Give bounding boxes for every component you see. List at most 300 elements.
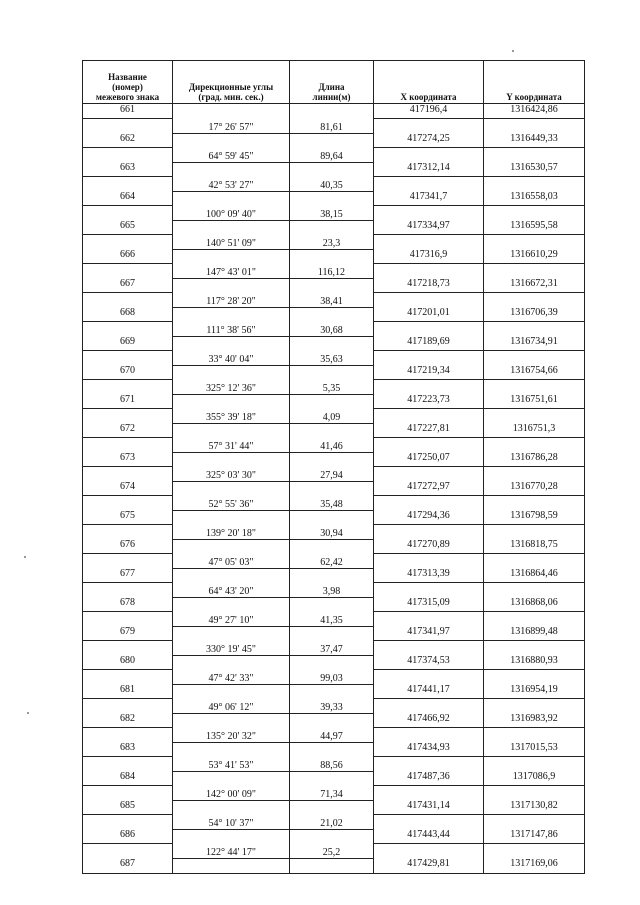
marker-name-cell: 666 <box>83 249 173 264</box>
empty-cell <box>83 148 173 163</box>
empty-cell <box>374 467 484 482</box>
empty-cell <box>83 554 173 569</box>
empty-cell <box>83 815 173 830</box>
line-length-cell: 4,09 <box>290 409 374 424</box>
marker-name-cell: 682 <box>83 713 173 728</box>
x-coordinate-cell: 417274,25 <box>374 133 484 148</box>
table-row <box>83 815 585 830</box>
marker-name-cell: 683 <box>83 742 173 757</box>
marker-name-cell: 686 <box>83 829 173 844</box>
empty-cell <box>83 293 173 308</box>
marker-name-cell: 669 <box>83 336 173 351</box>
x-coordinate-cell: 417466,92 <box>374 713 484 728</box>
empty-cell <box>374 786 484 801</box>
y-coordinate-cell: 1316786,28 <box>484 452 585 467</box>
empty-cell <box>290 191 374 206</box>
empty-cell <box>484 351 585 366</box>
table-row <box>83 452 585 467</box>
empty-cell <box>83 641 173 656</box>
y-coordinate-cell: 1316818,75 <box>484 539 585 554</box>
empty-cell <box>374 815 484 830</box>
empty-cell <box>173 655 290 670</box>
direction-angle-cell: 135° 20' 32" <box>173 728 290 743</box>
x-coordinate-cell: 417487,36 <box>374 771 484 786</box>
y-coordinate-cell: 1316751,3 <box>484 423 585 438</box>
empty-cell <box>83 351 173 366</box>
table-row <box>83 757 585 772</box>
y-coordinate-cell: 1316868,06 <box>484 597 585 612</box>
direction-angle-cell: 52° 55' 36" <box>173 496 290 511</box>
empty-cell <box>484 670 585 685</box>
empty-cell <box>83 467 173 482</box>
y-coordinate-cell: 1316530,57 <box>484 162 585 177</box>
empty-cell <box>173 829 290 844</box>
empty-cell <box>173 278 290 293</box>
table-row <box>83 655 585 670</box>
table-row <box>83 409 585 424</box>
empty-cell <box>290 162 374 177</box>
x-coordinate-cell: 417294,36 <box>374 510 484 525</box>
empty-cell <box>374 844 484 859</box>
marker-name-cell: 661 <box>83 104 173 119</box>
table-row <box>83 307 585 322</box>
table-row <box>83 539 585 554</box>
empty-cell <box>290 858 374 873</box>
x-coordinate-cell: 417227,81 <box>374 423 484 438</box>
y-coordinate-cell: 1316558,03 <box>484 191 585 206</box>
table-row <box>83 133 585 148</box>
line-length-cell: 116,12 <box>290 264 374 279</box>
line-length-cell: 27,94 <box>290 467 374 482</box>
empty-cell <box>290 539 374 554</box>
empty-cell <box>484 293 585 308</box>
empty-cell <box>374 380 484 395</box>
x-coordinate-cell: 417218,73 <box>374 278 484 293</box>
x-coordinate-cell: 417334,97 <box>374 220 484 235</box>
empty-cell <box>484 554 585 569</box>
table-row <box>83 235 585 250</box>
empty-cell <box>374 293 484 308</box>
y-coordinate-cell: 1316595,58 <box>484 220 585 235</box>
direction-angle-cell: 47° 05' 03" <box>173 554 290 569</box>
line-length-cell: 35,63 <box>290 351 374 366</box>
empty-cell <box>83 380 173 395</box>
y-coordinate-cell: 1316899,48 <box>484 626 585 641</box>
x-coordinate-cell: 417431,14 <box>374 800 484 815</box>
empty-cell <box>374 264 484 279</box>
empty-cell <box>374 322 484 337</box>
empty-cell <box>83 786 173 801</box>
empty-cell <box>290 800 374 815</box>
y-coordinate-cell: 1316754,66 <box>484 365 585 380</box>
empty-cell <box>374 612 484 627</box>
table-row <box>83 525 585 540</box>
empty-cell <box>484 264 585 279</box>
marker-name-cell: 680 <box>83 655 173 670</box>
x-coordinate-cell: 417341,97 <box>374 626 484 641</box>
empty-cell <box>83 235 173 250</box>
line-length-cell: 62,42 <box>290 554 374 569</box>
empty-cell <box>374 641 484 656</box>
table-row <box>83 742 585 757</box>
empty-cell <box>173 626 290 641</box>
empty-cell <box>173 771 290 786</box>
empty-cell <box>484 583 585 598</box>
empty-cell <box>83 757 173 772</box>
empty-cell <box>484 641 585 656</box>
empty-cell <box>290 626 374 641</box>
empty-cell <box>173 394 290 409</box>
table-row <box>83 119 585 134</box>
line-length-cell: 40,35 <box>290 177 374 192</box>
empty-cell <box>290 278 374 293</box>
table-body <box>83 104 585 874</box>
table-row <box>83 496 585 511</box>
line-length-cell: 88,56 <box>290 757 374 772</box>
empty-cell <box>484 786 585 801</box>
header-y-coordinate: Y координата <box>484 61 585 104</box>
empty-cell <box>484 206 585 221</box>
line-length-cell: 23,3 <box>290 235 374 250</box>
empty-cell <box>484 612 585 627</box>
table-row <box>83 336 585 351</box>
y-coordinate-cell: 1317130,82 <box>484 800 585 815</box>
empty-cell <box>484 119 585 134</box>
empty-cell <box>290 597 374 612</box>
empty-cell <box>374 496 484 511</box>
empty-cell <box>484 409 585 424</box>
marker-name-cell: 678 <box>83 597 173 612</box>
table-row <box>83 510 585 525</box>
table-row <box>83 612 585 627</box>
empty-cell <box>173 452 290 467</box>
y-coordinate-cell: 1316672,31 <box>484 278 585 293</box>
boundary-coordinates-table <box>82 60 585 874</box>
table-row <box>83 800 585 815</box>
direction-angle-cell: 53° 41' 53" <box>173 757 290 772</box>
table-row <box>83 554 585 569</box>
marker-name-cell: 681 <box>83 684 173 699</box>
empty-cell <box>290 104 374 119</box>
empty-cell <box>173 742 290 757</box>
empty-cell <box>173 539 290 554</box>
marker-name-cell: 679 <box>83 626 173 641</box>
empty-cell <box>173 104 290 119</box>
line-length-cell: 37,47 <box>290 641 374 656</box>
x-coordinate-cell: 417219,34 <box>374 365 484 380</box>
line-length-cell: 89,64 <box>290 148 374 163</box>
marker-name-cell: 677 <box>83 568 173 583</box>
empty-cell <box>374 554 484 569</box>
scan-speck <box>27 712 29 714</box>
table-row <box>83 380 585 395</box>
header-direction-angle: Дирекционные углы (град. мин. сек.) <box>173 61 290 104</box>
x-coordinate-cell: 417313,39 <box>374 568 484 583</box>
table-row <box>83 467 585 482</box>
y-coordinate-cell: 1316751,61 <box>484 394 585 409</box>
empty-cell <box>484 699 585 714</box>
empty-cell <box>374 757 484 772</box>
line-length-cell: 5,35 <box>290 380 374 395</box>
line-length-cell: 30,68 <box>290 322 374 337</box>
empty-cell <box>83 496 173 511</box>
y-coordinate-cell: 1317147,86 <box>484 829 585 844</box>
empty-cell <box>484 467 585 482</box>
line-length-cell: 41,46 <box>290 438 374 453</box>
table-row <box>83 104 585 119</box>
marker-name-cell: 684 <box>83 771 173 786</box>
empty-cell <box>173 858 290 873</box>
empty-cell <box>83 525 173 540</box>
table-row <box>83 365 585 380</box>
table-row <box>83 322 585 337</box>
table-row <box>83 713 585 728</box>
table-row <box>83 394 585 409</box>
empty-cell <box>484 815 585 830</box>
direction-angle-cell: 100° 09' 40" <box>173 206 290 221</box>
direction-angle-cell: 111° 38' 56" <box>173 322 290 337</box>
table-row <box>83 829 585 844</box>
marker-name-cell: 662 <box>83 133 173 148</box>
direction-angle-cell: 64° 43' 20" <box>173 583 290 598</box>
empty-cell <box>290 452 374 467</box>
line-length-cell: 41,35 <box>290 612 374 627</box>
empty-cell <box>83 206 173 221</box>
direction-angle-cell: 330° 19' 45" <box>173 641 290 656</box>
empty-cell <box>290 423 374 438</box>
empty-cell <box>484 438 585 453</box>
line-length-cell: 99,03 <box>290 670 374 685</box>
x-coordinate-cell: 417250,07 <box>374 452 484 467</box>
table-row <box>83 626 585 641</box>
line-length-cell: 25,2 <box>290 844 374 859</box>
empty-cell <box>173 423 290 438</box>
line-length-cell: 38,15 <box>290 206 374 221</box>
empty-cell <box>484 525 585 540</box>
empty-cell <box>290 307 374 322</box>
y-coordinate-cell: 1316770,28 <box>484 481 585 496</box>
line-length-cell: 38,41 <box>290 293 374 308</box>
empty-cell <box>484 380 585 395</box>
direction-angle-cell: 49° 27' 10" <box>173 612 290 627</box>
empty-cell <box>374 670 484 685</box>
direction-angle-cell: 147° 43' 01" <box>173 264 290 279</box>
x-coordinate-cell: 417223,73 <box>374 394 484 409</box>
marker-name-cell: 687 <box>83 858 173 873</box>
marker-name-cell: 668 <box>83 307 173 322</box>
empty-cell <box>374 148 484 163</box>
x-coordinate-cell: 417315,09 <box>374 597 484 612</box>
marker-name-cell: 672 <box>83 423 173 438</box>
table-row <box>83 771 585 786</box>
empty-cell <box>83 409 173 424</box>
header-x-coordinate: X координата <box>374 61 484 104</box>
x-coordinate-cell: 417189,69 <box>374 336 484 351</box>
table-row <box>83 786 585 801</box>
line-length-cell: 81,61 <box>290 119 374 134</box>
empty-cell <box>173 713 290 728</box>
direction-angle-cell: 57° 31' 44" <box>173 438 290 453</box>
direction-angle-cell: 42° 53' 27" <box>173 177 290 192</box>
x-coordinate-cell: 417341,7 <box>374 191 484 206</box>
empty-cell <box>173 336 290 351</box>
y-coordinate-cell: 1316424,86 <box>484 104 585 119</box>
y-coordinate-cell: 1316706,39 <box>484 307 585 322</box>
x-coordinate-cell: 417201,01 <box>374 307 484 322</box>
y-coordinate-cell: 1316449,33 <box>484 133 585 148</box>
direction-angle-cell: 140° 51' 09" <box>173 235 290 250</box>
empty-cell <box>173 568 290 583</box>
header-line-length: Длина линии(м) <box>290 61 374 104</box>
empty-cell <box>173 162 290 177</box>
table-row <box>83 670 585 685</box>
empty-cell <box>290 684 374 699</box>
y-coordinate-cell: 1316954,19 <box>484 684 585 699</box>
empty-cell <box>290 249 374 264</box>
empty-cell <box>173 510 290 525</box>
empty-cell <box>83 583 173 598</box>
empty-cell <box>484 728 585 743</box>
empty-cell <box>374 206 484 221</box>
marker-name-cell: 665 <box>83 220 173 235</box>
table-row <box>83 206 585 221</box>
line-length-cell: 30,94 <box>290 525 374 540</box>
empty-cell <box>290 742 374 757</box>
table-row <box>83 438 585 453</box>
table-row <box>83 641 585 656</box>
direction-angle-cell: 355° 39' 18" <box>173 409 290 424</box>
empty-cell <box>290 336 374 351</box>
empty-cell <box>290 655 374 670</box>
direction-angle-cell: 139° 20' 18" <box>173 525 290 540</box>
table-row <box>83 583 585 598</box>
line-length-cell: 71,34 <box>290 786 374 801</box>
direction-angle-cell: 325° 12' 36" <box>173 380 290 395</box>
marker-name-cell: 667 <box>83 278 173 293</box>
empty-cell <box>290 365 374 380</box>
empty-cell <box>290 829 374 844</box>
table-row <box>83 728 585 743</box>
empty-cell <box>173 133 290 148</box>
empty-cell <box>484 844 585 859</box>
empty-cell <box>83 670 173 685</box>
table-row <box>83 264 585 279</box>
empty-cell <box>484 148 585 163</box>
x-coordinate-cell: 417270,89 <box>374 539 484 554</box>
empty-cell <box>173 191 290 206</box>
empty-cell <box>83 322 173 337</box>
table-row <box>83 191 585 206</box>
direction-angle-cell: 64° 59' 45" <box>173 148 290 163</box>
line-length-cell: 44,97 <box>290 728 374 743</box>
x-coordinate-cell: 417441,17 <box>374 684 484 699</box>
marker-name-cell: 675 <box>83 510 173 525</box>
table-row <box>83 481 585 496</box>
header-marker-name: Название (номер) межевого знака <box>83 61 173 104</box>
direction-angle-cell: 54° 10' 37" <box>173 815 290 830</box>
table-row <box>83 858 585 873</box>
empty-cell <box>173 365 290 380</box>
empty-cell <box>484 757 585 772</box>
line-length-cell: 3,98 <box>290 583 374 598</box>
table-row <box>83 684 585 699</box>
marker-name-cell: 685 <box>83 800 173 815</box>
table-row <box>83 844 585 859</box>
x-coordinate-cell: 417443,44 <box>374 829 484 844</box>
y-coordinate-cell: 1316864,46 <box>484 568 585 583</box>
x-coordinate-cell: 417312,14 <box>374 162 484 177</box>
table-header-row <box>83 61 585 104</box>
empty-cell <box>290 713 374 728</box>
direction-angle-cell: 122° 44' 17" <box>173 844 290 859</box>
table-row <box>83 249 585 264</box>
empty-cell <box>290 394 374 409</box>
empty-cell <box>484 235 585 250</box>
empty-cell <box>83 844 173 859</box>
direction-angle-cell: 142° 00' 09" <box>173 786 290 801</box>
direction-angle-cell: 33° 40' 04" <box>173 351 290 366</box>
direction-angle-cell: 325° 03' 30" <box>173 467 290 482</box>
x-coordinate-cell: 417374,53 <box>374 655 484 670</box>
direction-angle-cell: 17° 26' 57" <box>173 119 290 134</box>
x-coordinate-cell: 417429,81 <box>374 858 484 873</box>
y-coordinate-cell: 1317086,9 <box>484 771 585 786</box>
empty-cell <box>173 800 290 815</box>
table-row <box>83 162 585 177</box>
empty-cell <box>173 481 290 496</box>
x-coordinate-cell: 417316,9 <box>374 249 484 264</box>
marker-name-cell: 670 <box>83 365 173 380</box>
x-coordinate-cell: 417196,4 <box>374 104 484 119</box>
table-row <box>83 568 585 583</box>
table-row <box>83 351 585 366</box>
table-row <box>83 278 585 293</box>
empty-cell <box>173 684 290 699</box>
empty-cell <box>374 728 484 743</box>
table-row <box>83 177 585 192</box>
empty-cell <box>83 177 173 192</box>
table-row <box>83 597 585 612</box>
empty-cell <box>173 249 290 264</box>
line-length-cell: 21,02 <box>290 815 374 830</box>
y-coordinate-cell: 1316983,92 <box>484 713 585 728</box>
direction-angle-cell: 47° 42' 33" <box>173 670 290 685</box>
empty-cell <box>83 438 173 453</box>
empty-cell <box>83 612 173 627</box>
empty-cell <box>374 119 484 134</box>
direction-angle-cell: 117° 28' 20" <box>173 293 290 308</box>
y-coordinate-cell: 1316734,91 <box>484 336 585 351</box>
marker-name-cell: 671 <box>83 394 173 409</box>
line-length-cell: 39,33 <box>290 699 374 714</box>
x-coordinate-cell: 417272,97 <box>374 481 484 496</box>
empty-cell <box>484 496 585 511</box>
scan-speck <box>512 50 514 52</box>
empty-cell <box>374 525 484 540</box>
table-row <box>83 148 585 163</box>
marker-name-cell: 663 <box>83 162 173 177</box>
empty-cell <box>374 583 484 598</box>
empty-cell <box>374 409 484 424</box>
empty-cell <box>290 133 374 148</box>
empty-cell <box>290 568 374 583</box>
empty-cell <box>83 728 173 743</box>
x-coordinate-cell: 417434,93 <box>374 742 484 757</box>
empty-cell <box>374 177 484 192</box>
table-row <box>83 293 585 308</box>
y-coordinate-cell: 1316610,29 <box>484 249 585 264</box>
empty-cell <box>484 322 585 337</box>
